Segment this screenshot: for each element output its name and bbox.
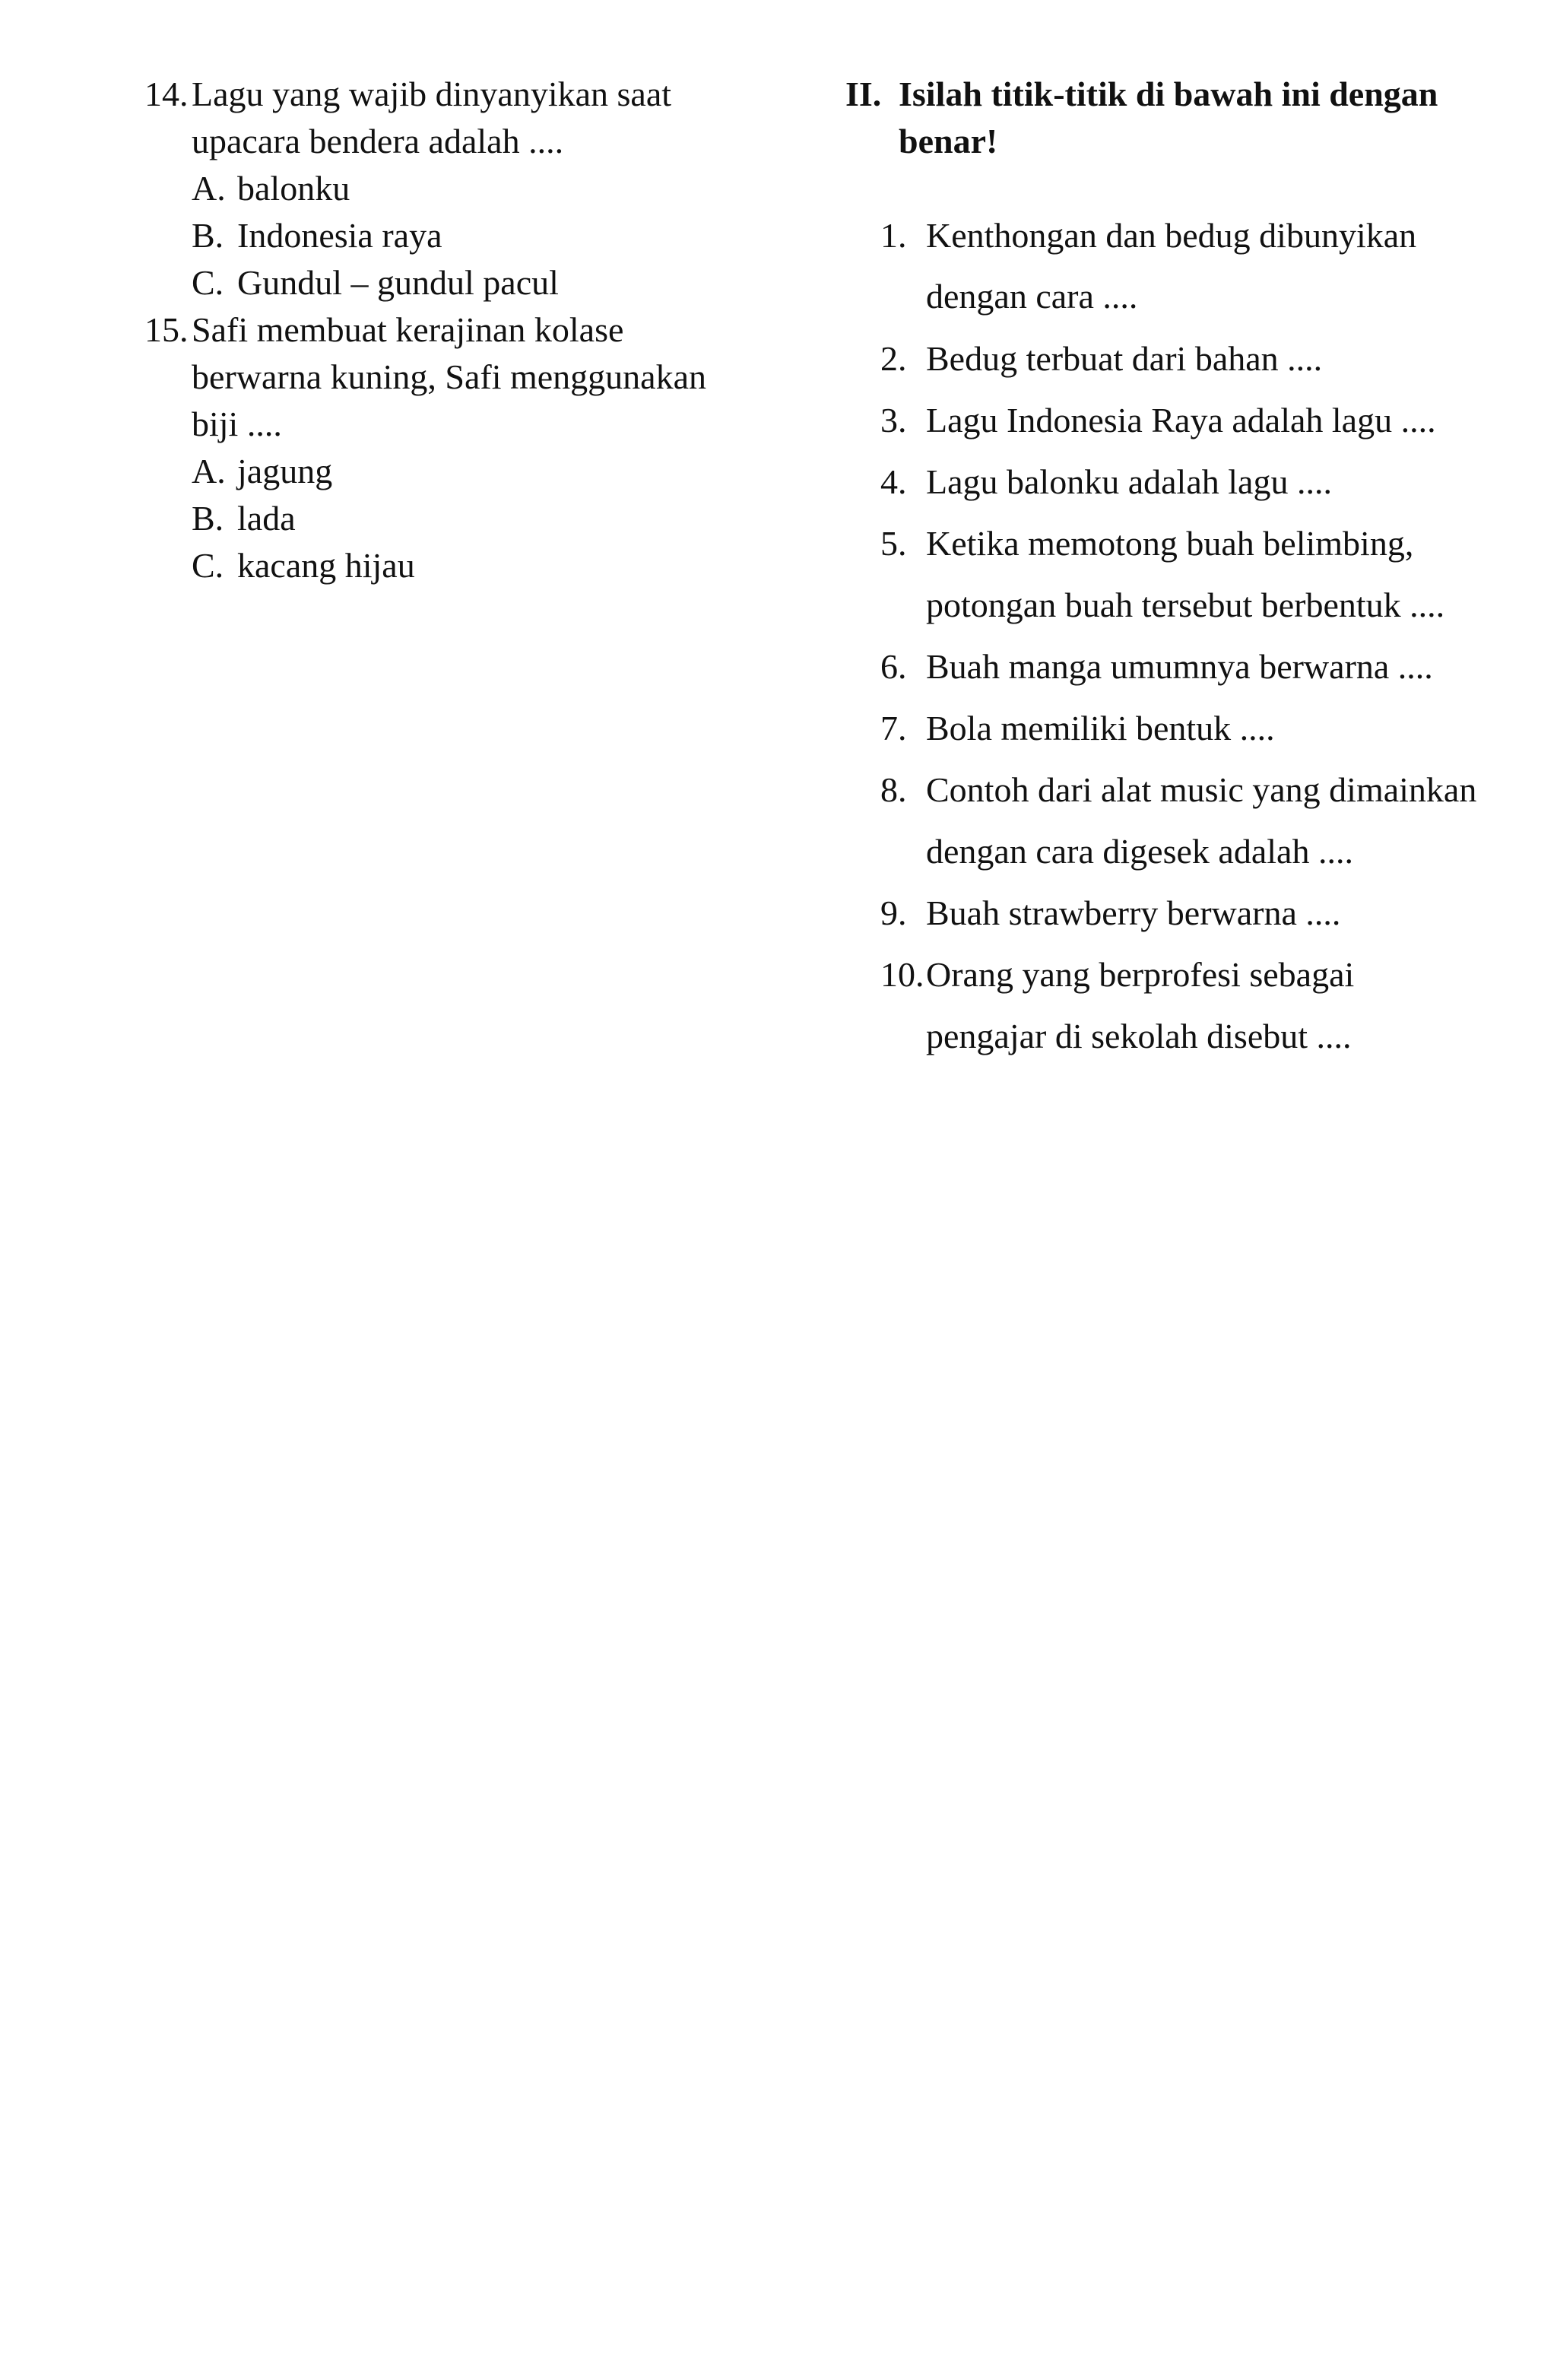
question-text: Safi membuat kerajinan kolase [192, 310, 624, 349]
option-text: lada [237, 499, 296, 538]
option-letter: A. [192, 169, 226, 208]
item-text: Buah manga umumnya berwarna .... [926, 647, 1433, 686]
question-text: Lagu yang wajib dinyanyikan saat [192, 75, 672, 113]
item-text: dengan cara .... [926, 277, 1138, 316]
question-text: berwarna kuning, Safi menggunakan [192, 357, 707, 396]
option-text: Indonesia raya [237, 216, 442, 255]
item-number: 8. [880, 770, 907, 809]
item-text: Contoh dari alat music yang dimainkan [926, 770, 1477, 809]
item-number: 7. [880, 709, 907, 747]
item-text: Orang yang berprofesi sebagai [926, 955, 1355, 994]
item-number: 1. [880, 216, 907, 255]
option-letter: A. [192, 452, 226, 490]
item-number: 4. [880, 462, 907, 501]
item-number: 5. [880, 524, 907, 563]
item-text: Bola memiliki bentuk .... [926, 709, 1275, 747]
option-text: Gundul – gundul pacul [237, 263, 559, 302]
item-number: 6. [880, 647, 907, 686]
item-text: Buah strawberry berwarna .... [926, 893, 1341, 932]
item-text: pengajar di sekolah disebut .... [926, 1017, 1352, 1055]
item-text: Lagu Indonesia Raya adalah lagu .... [926, 401, 1436, 440]
option-letter: B. [192, 499, 224, 538]
item-text: Lagu balonku adalah lagu .... [926, 462, 1332, 501]
section-title: benar! [899, 122, 998, 160]
item-number: 3. [880, 401, 907, 440]
item-text: Ketika memotong buah belimbing, [926, 524, 1414, 563]
option-letter: C. [192, 546, 224, 585]
item-text: Bedug terbuat dari bahan .... [926, 339, 1323, 378]
item-number: 10. [880, 955, 924, 994]
option-text: balonku [237, 169, 350, 208]
question-number: 14. [144, 75, 189, 113]
question-text: upacara bendera adalah .... [192, 122, 564, 160]
question-text: biji .... [192, 405, 282, 443]
section-numeral: II. [845, 75, 882, 113]
option-letter: C. [192, 263, 224, 302]
option-text: jagung [237, 452, 333, 490]
question-number: 15. [144, 310, 189, 349]
item-number: 2. [880, 339, 907, 378]
option-letter: B. [192, 216, 224, 255]
item-number: 9. [880, 893, 907, 932]
item-text: dengan cara digesek adalah .... [926, 832, 1353, 871]
section-title: Isilah titik-titik di bawah ini dengan [899, 75, 1438, 113]
item-text: potongan buah tersebut berbentuk .... [926, 585, 1445, 624]
item-text: Kenthongan dan bedug dibunyikan [926, 216, 1417, 255]
option-text: kacang hijau [237, 546, 415, 585]
